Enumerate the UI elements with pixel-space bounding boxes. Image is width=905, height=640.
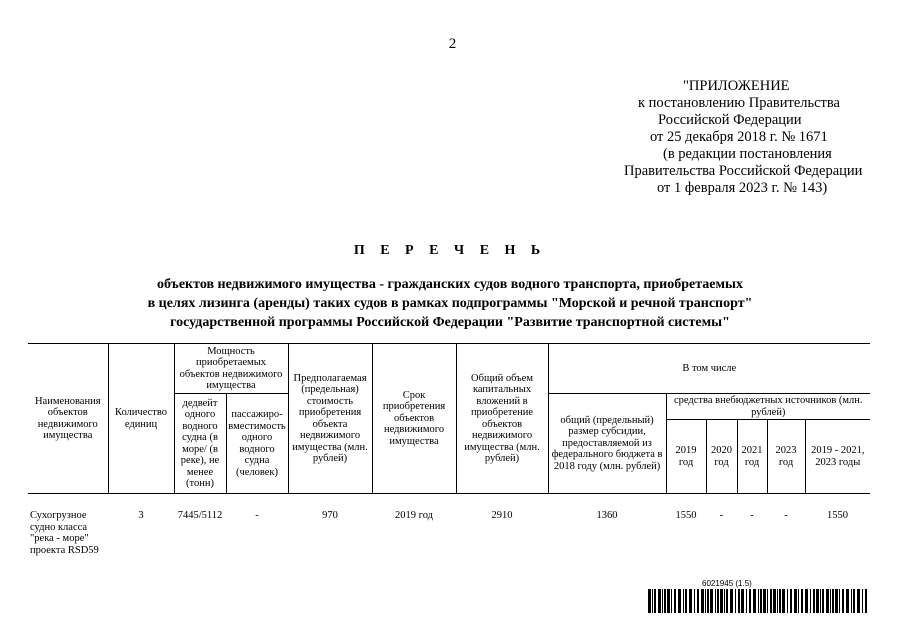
header-deadweight: дедвейт одного водного судна (в море/ (в реке), не менее (тонн) <box>174 394 226 494</box>
cell-2019: 1550 <box>675 510 697 521</box>
subtitle-line: в целях лизинга (аренды) таких судов в рамках подпрограммы "Морской и речной транспорт" <box>147 296 753 311</box>
cell-investment: 2910 <box>491 510 513 521</box>
appendix-line: Российской Федерации <box>658 112 802 128</box>
cell-passenger: - <box>255 510 259 521</box>
header-years-total: 2019 - 2021, 2023 годы <box>805 420 870 494</box>
table-row <box>28 494 870 559</box>
header-year-2020: 2020 год <box>706 420 737 494</box>
appendix-header <box>560 78 905 197</box>
cell-subsidy: 1360 <box>596 510 618 521</box>
appendix-line: к постановлению Правительства <box>638 95 840 111</box>
header-capacity: Мощность приобретаемых объектов недвижимого имущества <box>174 344 288 394</box>
header-passenger: пассажиро-вместимость одного водного судна (человек) <box>226 394 288 494</box>
subtitle-line: объектов недвижимого имущества - гражданских судов водного транспорта, приобретаемых <box>157 277 743 292</box>
appendix-line: Правительства Российской Федерации <box>624 163 863 179</box>
document-title: П Е Р Е Ч Е Н Ь <box>353 243 547 258</box>
header-investment: Общий объем капитальных вложений в приобретение объектов недвижимого имущества (млн. рублей) <box>456 344 548 494</box>
cell-2021: - <box>750 510 754 521</box>
cell-cost: 970 <box>322 510 338 521</box>
objects-table <box>28 343 870 558</box>
cell-2020: - <box>719 510 724 521</box>
barcode-icon <box>648 589 870 613</box>
header-subsidy: общий (предельный) размер субсидии, предоставляемой из федерального бюджета в 2018 году (млн. рублей) <box>548 394 666 494</box>
header-year-2023: 2023 год <box>767 420 805 494</box>
subtitle-line: государственной программы Российской Федерации "Развитие транспортной системы" <box>170 315 730 330</box>
header-quantity: Количество единиц <box>108 344 174 494</box>
header-extrabudget: средства внебюджетных источников (млн. рублей) <box>666 394 870 420</box>
header-year-2021: 2021 год <box>737 420 767 494</box>
appendix-line: от 25 декабря 2018 г. № 1671 <box>650 129 828 145</box>
header-cost: Предполагаемая (предельная) стоимость приобретения объекта недвижимого имущества (млн. рублей) <box>288 344 372 494</box>
cell-term: 2019 год <box>395 510 433 521</box>
header-term: Срок приобретения объектов недвижимого имущества <box>372 344 456 494</box>
appendix-line: от 1 февраля 2023 г. № 143) <box>657 180 828 196</box>
header-name: Наименования объектов недвижимого имущества <box>28 344 108 494</box>
cell-total: 1550 <box>827 510 849 521</box>
cell-name: Сухогрузное судно класса "река - море" проекта RSD59 <box>30 510 99 556</box>
title-block <box>80 243 820 332</box>
cell-quantity: 3 <box>138 510 144 521</box>
barcode-label: 6021945 (1.5) <box>702 579 752 588</box>
appendix-line: "ПРИЛОЖЕНИЕ <box>683 78 790 94</box>
header-including: В том числе <box>548 344 870 394</box>
cell-deadweight: 7445/5112 <box>177 510 223 521</box>
page-number: 2 <box>448 36 457 52</box>
cell-2023: - <box>784 510 788 521</box>
header-year-2019: 2019 год <box>666 420 706 494</box>
appendix-line: (в редакции постановления <box>663 146 832 162</box>
